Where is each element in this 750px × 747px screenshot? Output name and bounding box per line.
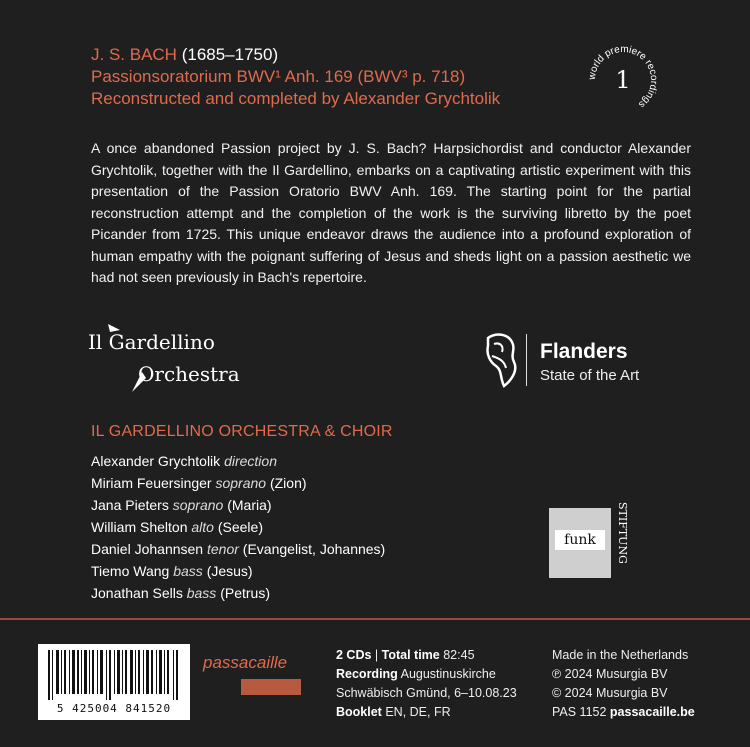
section-divider	[0, 618, 750, 620]
copyright-notice: © 2024 Musurgia BV	[552, 686, 668, 700]
performer-part: (Maria)	[227, 497, 272, 513]
ensemble-heading: IL GARDELLINO ORCHESTRA & CHOIR	[91, 423, 393, 440]
badge-text: world premiere recordings	[586, 43, 660, 110]
cast-item	[91, 472, 385, 494]
badge-icon	[585, 42, 661, 118]
il-gardellino-logo	[80, 318, 250, 398]
performer-role: bass	[186, 585, 217, 601]
flanders-tagline: State of the Art	[540, 367, 640, 384]
performer-name: Alexander Grychtolik	[91, 453, 221, 469]
performer-role: soprano	[215, 475, 267, 491]
barcode-digits: 5 425004 841520	[56, 702, 172, 715]
barcode-icon	[48, 650, 180, 700]
made-in: Made in the Netherlands	[552, 648, 689, 662]
performer-name: William Shelton	[91, 519, 188, 535]
flanders-logo	[482, 330, 682, 390]
website-link[interactable]: passacaille.be	[609, 705, 695, 719]
label-logo-text: passacaille	[203, 653, 288, 672]
performer-name: Daniel Johannsen	[91, 541, 204, 557]
cast-item	[91, 582, 385, 604]
album-description: A once abandoned Passion project by J. S. Bach? Harpsichordist and conductor Alexander Grychtolik, together with the Il Gardellino, embarks on a captivating artistic experiment with this presentation of the Passion Oratorio BWV Anh. 169. The starting point for the partial reconstruction attempt and the completion of the work is the surviving libretto by the poet Picander from 1725. This unique endeavor draws the audience into a profound exploration of human empathy with the poignant suffering of Jesus and sheds light on a passion aesthetic we had not seen previously in Bach's repertoire.	[91, 140, 691, 285]
performer-name: Tiemo Wang	[91, 563, 170, 579]
performer-part: (Evangelist, Johannes)	[242, 541, 386, 557]
composer-dates: (1685–1750)	[181, 45, 279, 64]
world-premiere-badge	[585, 42, 661, 118]
performer-part: (Petrus)	[220, 585, 270, 601]
stiftung-vertical-text	[615, 500, 629, 588]
performer-name: Jana Pieters	[91, 497, 169, 513]
label-logo-bar	[241, 679, 301, 695]
performer-name: Miriam Feuersinger	[91, 475, 212, 491]
performer-role: tenor	[206, 541, 239, 557]
cast-list	[91, 450, 385, 604]
performer-name: Jonathan Sells	[91, 585, 183, 601]
cast-item	[91, 516, 385, 538]
composer-name: J. S. BACH	[91, 45, 177, 64]
info-discs: 2 CDs | Total time 82:45	[336, 648, 475, 662]
svg-text:STIFTUNG: STIFTUNG	[616, 502, 629, 564]
reconstruction-credit: Reconstructed and completed by Alexander Grychtolik	[91, 89, 501, 108]
performer-role: direction	[224, 453, 277, 469]
passacaille-logo	[203, 653, 303, 703]
performer-part: (Zion)	[269, 475, 307, 491]
cast-item	[91, 560, 385, 582]
cast-item	[91, 450, 385, 472]
catalog-line: PAS 1152 passacaille.be	[552, 705, 695, 719]
barcode	[38, 644, 190, 720]
logo-separator	[526, 334, 527, 386]
logo-line-2: Orchestra	[138, 362, 240, 386]
album-header	[91, 44, 611, 110]
legal-info	[552, 646, 695, 722]
lion-icon	[482, 330, 522, 390]
logo-line-1: Il Gardellino	[88, 330, 215, 354]
info-recording: Recording Augustinuskirche	[336, 667, 496, 681]
release-info	[336, 646, 517, 722]
work-title: Passionsoratorium BWV¹ Anh. 169 (BWV³ p. 718)	[91, 67, 466, 86]
performer-role: soprano	[172, 497, 224, 513]
performer-part: (Seele)	[217, 519, 263, 535]
info-booklet: Booklet EN, DE, FR	[336, 705, 451, 719]
performer-role: alto	[191, 519, 214, 535]
badge-number: 1	[615, 66, 631, 94]
cast-item	[91, 494, 385, 516]
funk-word: funk	[555, 530, 605, 550]
performer-part: (Jesus)	[206, 563, 253, 579]
performer-role: bass	[173, 563, 203, 579]
flanders-name: Flanders	[540, 340, 628, 363]
info-recording-city: Schwäbisch Gmünd, 6–10.08.23	[336, 686, 517, 700]
phonogram-notice: ℗ 2024 Musurgia BV	[552, 667, 668, 681]
cast-item	[91, 538, 385, 560]
funk-stiftung-logo	[549, 500, 629, 588]
